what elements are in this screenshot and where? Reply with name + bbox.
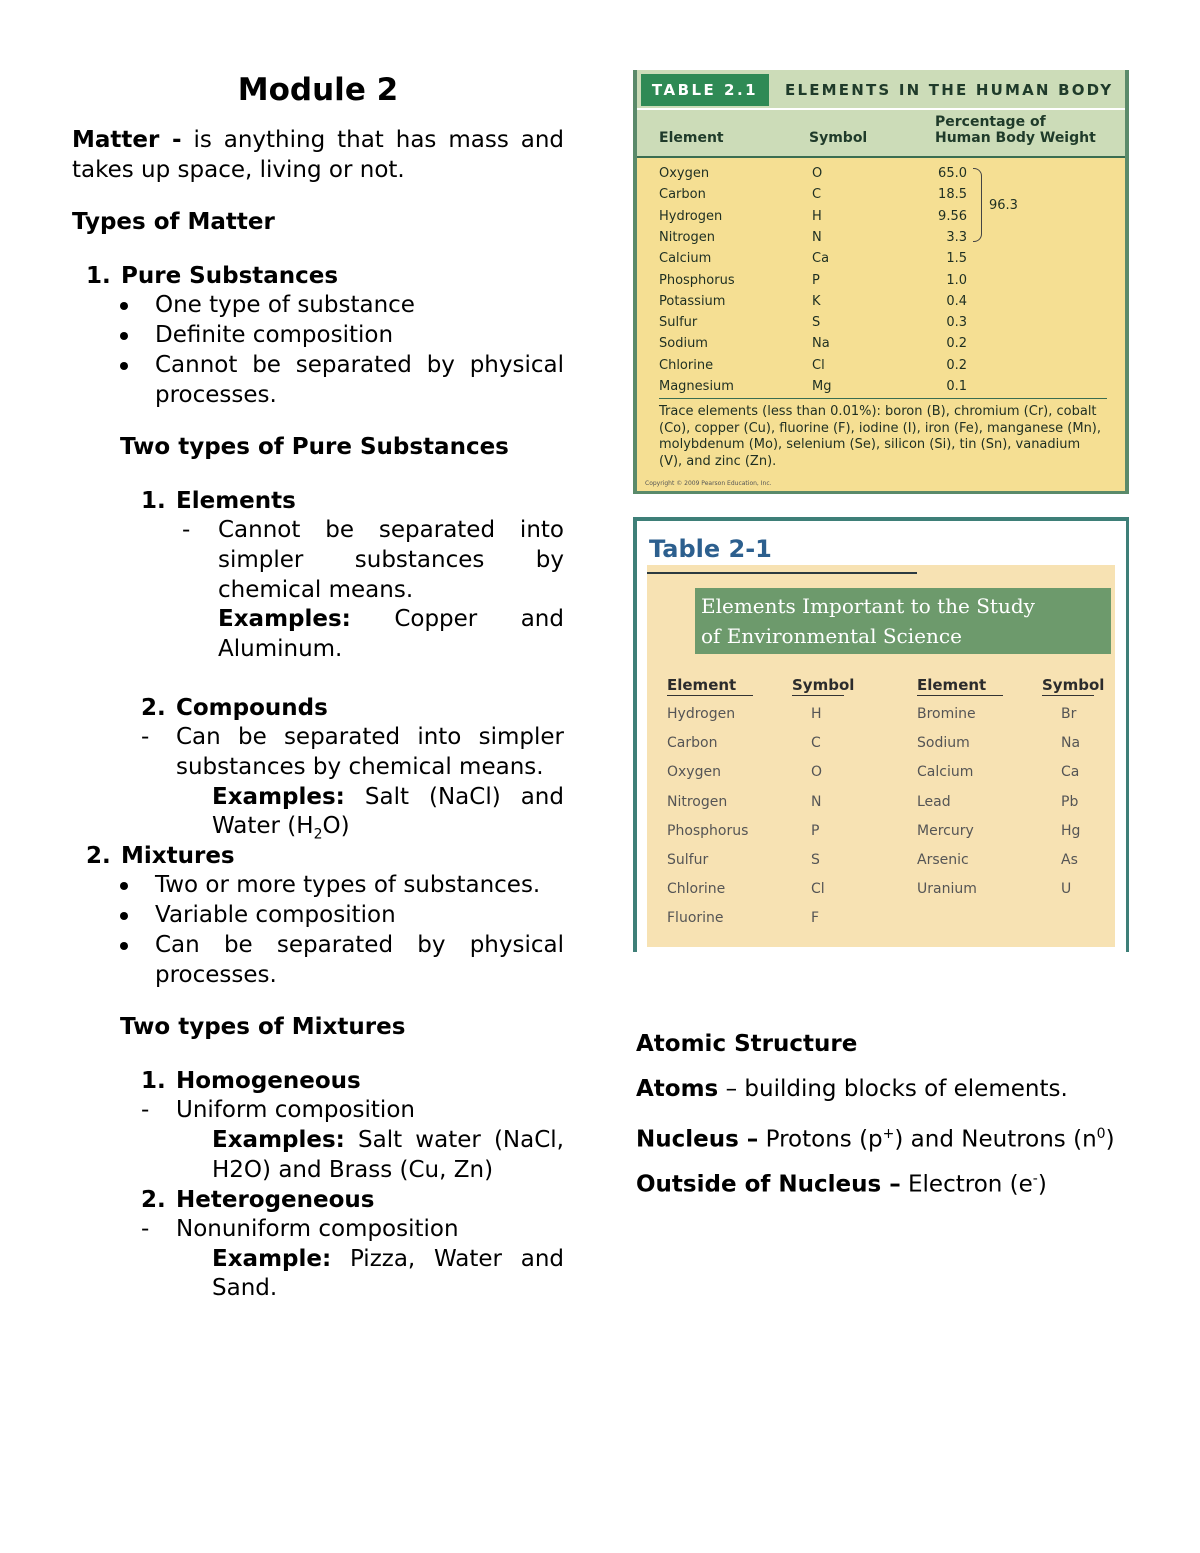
dash: - bbox=[141, 1097, 150, 1123]
table-cell-symbol: U bbox=[1061, 881, 1072, 898]
bullet-icon bbox=[120, 302, 128, 310]
elements-line1: Cannot be separated into bbox=[218, 517, 564, 543]
table-caption: ELEMENTS IN THE HUMAN BODY bbox=[785, 81, 1114, 99]
elements-examples-line2: Aluminum. bbox=[218, 636, 343, 662]
atoms-line: Atoms – building blocks of elements. bbox=[636, 1076, 1068, 1102]
nucleus-line: Nucleus – Protons (p+) and Neutrons $(n^0)$ bbox=[636, 1126, 1115, 1153]
table-cell-element: Sulfur bbox=[659, 315, 698, 331]
column-header-element-right: Element bbox=[917, 675, 1003, 696]
mixtures-number: 2. bbox=[86, 843, 111, 869]
table-label: TABLE 2.1 bbox=[641, 74, 769, 106]
table-cell-symbol: H bbox=[811, 706, 822, 722]
table-cell-percent: 65.0 bbox=[938, 166, 967, 181]
bullet-icon bbox=[120, 362, 128, 370]
table-cell-percent: 0.4 bbox=[946, 293, 967, 309]
table-cell-element: Hydrogen bbox=[667, 706, 736, 722]
mixtures-subheading: Two types of Mixtures bbox=[120, 1014, 406, 1040]
elements-heading: Elements bbox=[176, 488, 296, 514]
band-line-1: Elements Important to the Study bbox=[701, 594, 1035, 618]
bullet-icon bbox=[120, 332, 128, 340]
elements-examples-line1: Examples: Copper and bbox=[218, 606, 564, 632]
pure-substances-heading: Pure Substances bbox=[121, 263, 339, 289]
table-cell-symbol: F bbox=[811, 910, 820, 927]
table-cell-symbol: Br bbox=[1061, 706, 1077, 722]
mixtures-bullet-2: Variable composition bbox=[155, 902, 396, 928]
page-title: Module 2 bbox=[237, 72, 399, 108]
homogeneous-heading: Homogeneous bbox=[176, 1068, 361, 1094]
table-cell-element: Calcium bbox=[659, 251, 712, 267]
table-cell-element: Sodium bbox=[917, 735, 970, 752]
table-cell-symbol: Cl bbox=[811, 881, 825, 898]
heterogeneous-heading: Heterogeneous bbox=[176, 1187, 375, 1213]
table-cell-element: Nitrogen bbox=[667, 793, 728, 810]
table-cell-element: Chlorine bbox=[659, 357, 714, 373]
matter-term: Matter - bbox=[72, 127, 182, 153]
table-cell-symbol: N bbox=[812, 229, 822, 245]
heterogeneous-number: 2. bbox=[141, 1187, 166, 1213]
pure-number: 1. bbox=[86, 263, 111, 289]
table-cell-symbol: O bbox=[812, 166, 823, 181]
pure-bullet-2: Definite composition bbox=[155, 322, 394, 348]
atomic-structure-heading: Atomic Structure bbox=[636, 1031, 858, 1057]
compounds-examples-line1: Examples: Salt (NaCl) and bbox=[212, 784, 564, 810]
table-cell-element: Uranium bbox=[917, 881, 977, 898]
table-cell-symbol: As bbox=[1061, 852, 1078, 868]
table-cell-element: Carbon bbox=[659, 187, 706, 203]
table-cell-symbol: S bbox=[812, 315, 821, 331]
elements-line3: chemical means. bbox=[218, 577, 414, 603]
dash: - bbox=[182, 517, 191, 543]
mixtures-heading: Mixtures bbox=[121, 843, 235, 869]
compounds-examples-line2: Water $(H_2O)$ bbox=[212, 813, 350, 843]
table-cell-element: Arsenic bbox=[917, 852, 969, 868]
table-cell-element: Oxygen bbox=[667, 764, 721, 781]
table-cell-symbol: N bbox=[811, 793, 822, 810]
compounds-number: 2. bbox=[141, 695, 166, 721]
pure-subheading: Two types of Pure Substances bbox=[120, 434, 509, 460]
table-cell-symbol: C bbox=[812, 187, 822, 203]
table-cell-element: Hydrogen bbox=[659, 208, 723, 224]
table-cell-element: Phosphorus bbox=[667, 822, 749, 839]
table-cell-symbol: P bbox=[812, 272, 820, 288]
dash: - bbox=[141, 724, 150, 750]
mixtures-bullet-3: Can be separated by physical bbox=[155, 932, 564, 958]
pure-bullet-3: Cannot be separated by physical bbox=[155, 352, 564, 378]
elements-line2: simpler substances by bbox=[218, 547, 564, 573]
table-caption-band bbox=[695, 588, 1111, 654]
copyright: Copyright © 2009 Pearson Education, Inc. bbox=[645, 480, 772, 487]
bullet-icon bbox=[120, 942, 128, 950]
table-cell-percent: 9.56 bbox=[938, 208, 967, 224]
table-human-body-elements bbox=[633, 70, 1129, 494]
table-cell-element: Nitrogen bbox=[659, 229, 715, 245]
title-underline bbox=[647, 572, 917, 574]
table-cell-percent: 18.5 bbox=[938, 187, 967, 203]
table-cell-symbol: H bbox=[812, 208, 822, 224]
heterogeneous-line1: Nonuniform composition bbox=[176, 1216, 459, 1242]
table-cell-percent: 0.2 bbox=[946, 336, 967, 352]
column-header-symbol-right: Symbol bbox=[1042, 676, 1105, 694]
trace-elements-note: Trace elements (less than 0.01%): boron (B), chromium (Cr), cobalt (Co), copper (Cu), fluorine (F), iodine (I), iron (Fe), manganese (Mn), molybdenum (Mo), selenium (Se), silicon (Si), tin (Sn), vanadium (V), and zinc (Zn). bbox=[659, 404, 1102, 469]
compounds-heading: Compounds bbox=[176, 695, 328, 721]
table-cell-element: Sodium bbox=[659, 336, 708, 352]
column-header-element-left: Element bbox=[667, 675, 753, 696]
table-cell-symbol: Na bbox=[812, 336, 830, 352]
table-cell-symbol: K bbox=[812, 293, 821, 309]
table-cell-element: Phosphorus bbox=[659, 272, 735, 288]
bullet-icon bbox=[120, 912, 128, 920]
brace-icon bbox=[973, 168, 982, 242]
table-cell-symbol: C bbox=[811, 735, 821, 752]
table-cell-element: Calcium bbox=[917, 764, 974, 781]
table-cell-symbol: Pb bbox=[1061, 793, 1079, 810]
table-cell-percent: 1.0 bbox=[946, 272, 967, 288]
table-cell-element: Oxygen bbox=[659, 166, 710, 181]
mixtures-bullet-3-cont: processes. bbox=[155, 962, 277, 988]
table-cell-symbol: Hg bbox=[1061, 822, 1081, 839]
table-cell-element: Fluorine bbox=[667, 910, 724, 927]
column-header-percent-1: Percentage of bbox=[935, 114, 1046, 130]
column-header-percent-2: Human Body Weight bbox=[935, 130, 1096, 146]
table-cell-element: Magnesium bbox=[659, 379, 734, 394]
homogeneous-examples-line2: H2O) and Brass (Cu, Zn) bbox=[212, 1157, 494, 1183]
table-cell-percent: 0.3 bbox=[946, 315, 967, 331]
table-cell-symbol: Ca bbox=[812, 251, 830, 267]
types-of-matter-heading: Types of Matter bbox=[72, 209, 275, 235]
homogeneous-number: 1. bbox=[141, 1068, 166, 1094]
table-cell-symbol: Cl bbox=[812, 357, 825, 373]
column-header-symbol-left: Symbol bbox=[792, 676, 855, 694]
mixtures-bullet-1: Two or more types of substances. bbox=[155, 872, 541, 898]
bullet-icon bbox=[120, 882, 128, 890]
table-cell-symbol: Ca bbox=[1061, 764, 1080, 781]
dash: - bbox=[141, 1216, 150, 1242]
table-cell-element: Mercury bbox=[917, 822, 974, 839]
column-header-element: Element bbox=[659, 130, 724, 146]
table-cell-symbol: Mg bbox=[812, 379, 832, 394]
table-cell-percent: 0.2 bbox=[946, 357, 967, 373]
heterogeneous-example-line2: Sand. bbox=[212, 1275, 278, 1301]
homogeneous-line1: Uniform composition bbox=[176, 1097, 415, 1123]
table-cell-symbol: O bbox=[811, 764, 823, 781]
table-cell-percent: 0.1 bbox=[946, 379, 967, 394]
table-cell-element: Sulfur bbox=[667, 852, 709, 868]
table-cell-percent: 3.3 bbox=[946, 229, 967, 245]
homogeneous-examples-line1: Examples: Salt water (NaCl, bbox=[212, 1127, 564, 1153]
compounds-line2: substances by chemical means. bbox=[176, 754, 544, 780]
examples-label: Examples: bbox=[212, 784, 345, 810]
matter-definition-text: is anything that has mass and bbox=[193, 127, 564, 153]
table-cell-symbol: Na bbox=[1061, 735, 1081, 752]
pure-bullet-3-cont: processes. bbox=[155, 382, 277, 408]
heterogeneous-example-line1: Example: Pizza, Water and bbox=[212, 1246, 564, 1272]
table-divider bbox=[659, 398, 1107, 399]
table-cell-percent: 1.5 bbox=[946, 251, 967, 267]
band-line-2: of Environmental Science bbox=[701, 624, 962, 648]
matter-definition-line2: takes up space, living or not. bbox=[72, 157, 405, 183]
sum-value: 96.3 bbox=[989, 198, 1018, 213]
table-cell-element: Potassium bbox=[659, 293, 726, 309]
table-cell-symbol: S bbox=[811, 852, 820, 868]
column-header-symbol: Symbol bbox=[809, 130, 868, 146]
table-cell-symbol: P bbox=[811, 822, 820, 839]
table-cell-element: Lead bbox=[917, 793, 951, 810]
table-title: Table 2-1 bbox=[649, 535, 772, 563]
table-cell-element: Bromine bbox=[917, 706, 976, 722]
matter-definition-line1 bbox=[72, 125, 564, 155]
elements-number: 1. bbox=[141, 488, 166, 514]
table-cell-element: Carbon bbox=[667, 735, 718, 752]
examples-label: Examples: bbox=[218, 606, 351, 632]
outside-nucleus-line: Outside of Nucleus – Electron (e-) bbox=[636, 1171, 1047, 1198]
examples-label: Examples: bbox=[212, 1127, 345, 1153]
table-cell-element: Chlorine bbox=[667, 881, 726, 898]
example-label: Example: bbox=[212, 1246, 332, 1272]
compounds-line1: Can be separated into simpler bbox=[176, 724, 564, 750]
pure-bullet-1: One type of substance bbox=[155, 292, 415, 318]
table-environmental-elements bbox=[633, 517, 1129, 952]
